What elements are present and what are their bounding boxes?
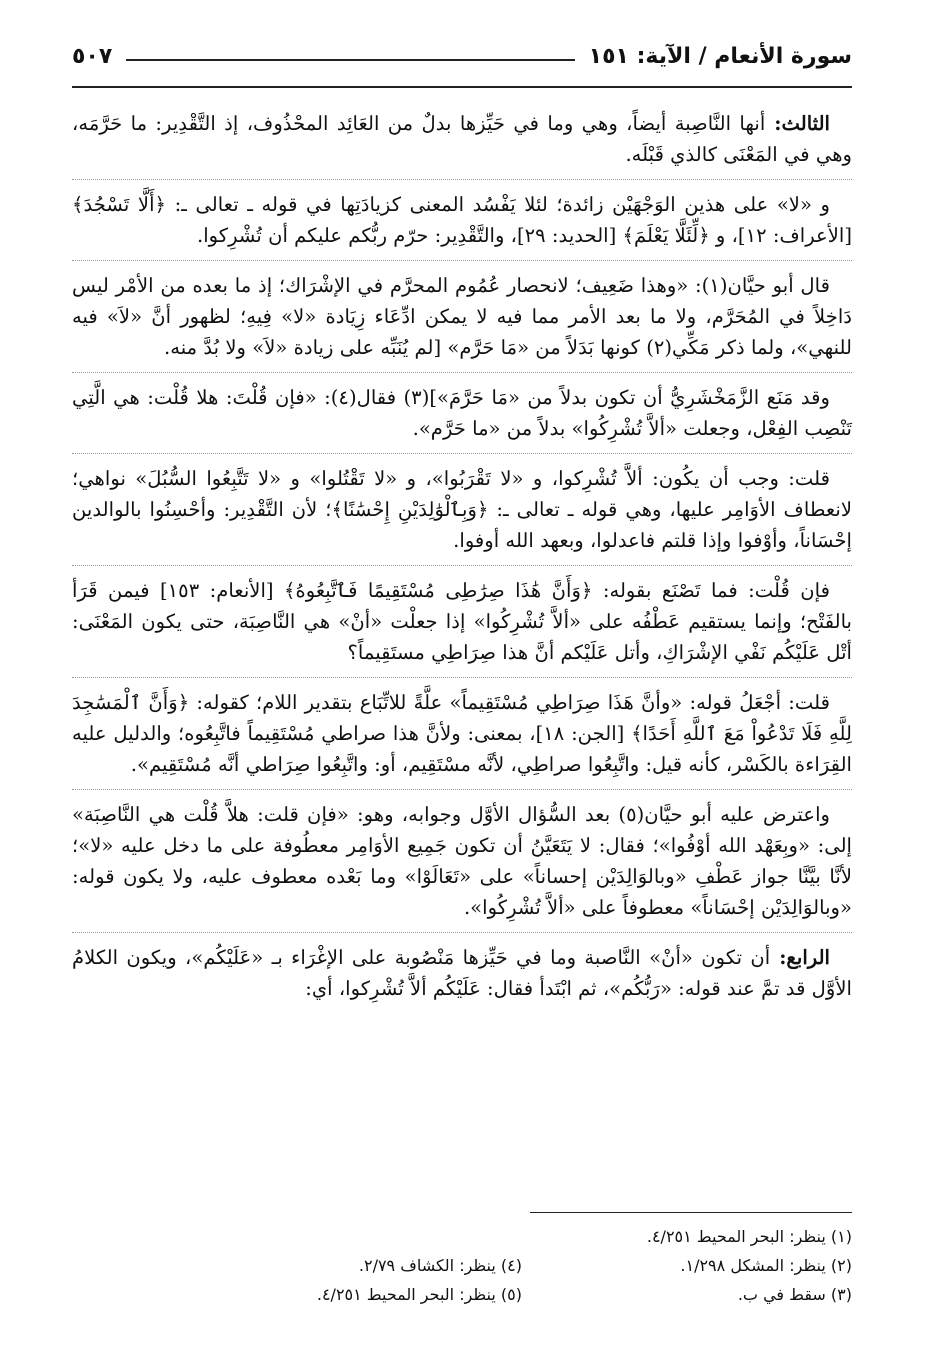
paragraph-text: أنها النَّاصِبة أيضاً، وهي وما في حَيِّزها بدلٌ من العَائِد المحْذُوف، إذ التَّقْدِير: ما حَرَّمَه، وهي في المَعْنَى كالذي قَبْلَه. [72,112,852,166]
paragraph [72,463,852,566]
footnote: (٣) سقط في ب. [737,1285,852,1304]
footnote-rule [530,1212,852,1213]
paragraph [72,270,852,373]
paragraph [72,687,852,790]
main-text [72,108,852,1013]
paragraph-lead: الثالث: [765,112,830,135]
paragraph-text: وقد مَنَع الزَّمَخْشَرِيُّ أن تكون بدلاً من «مَا حَرَّمَ»](٣) فقال(٤): «فإن قُلْتَ: هلا قُلْت: هي الَّتِي تَنْصِب الفِعْل، وجعلت «ألاَّ تُشْرِكُوا» بدلاً من «ما حَرَّم». [72,386,852,440]
surah-verse-title: سورة الأنعام / الآية: ١٥١ [588,43,852,69]
page-number: ٥٠٧ [72,43,113,69]
paragraph [72,942,852,1013]
paragraph-text: واعترض عليه أبو حيَّان(٥) بعد السُّؤال الأوَّل وجوابه، وهو: «فإن قلت: هلاَّ قُلْت هي النَّاصِبَة» إلى: «وبِعَهْد الله أوْفُوا»؛ فقال: لا يَتَعَيَّنُ أن تكون جَمِيع الأوَامِر معطُوفة على ما دخل عليه «لا»؛ لأنَّا بيَّنَّا جواز عَطْفِ «وبالوَالِدَيْن إحساناً» على «تَعَالَوْا» وما بَعْده معطوف عليه، ولا يكون قوله: «وبالوَالِدَيْن إحْسَاناً» معطوفاً على «ألاَّ تُشْرِكُوا». [72,803,852,919]
footnote: (١) ينظر: البحر المحيط ٤/٢٥١. [646,1227,852,1246]
footnote-row [180,1222,852,1251]
footnotes [180,1222,852,1309]
footnote: (٥) ينظر: البحر المحيط ٤/٢٥١. [316,1285,522,1304]
paragraph [72,799,852,933]
paragraph-text: قلت: أجْعَلُ قوله: «وأنَّ هَذَا صِرَاطِي مُسْتَقِيماً» علَّةً للاتِّبَاع بتقدير اللام؛ كقوله: ﴿وَأَنَّ ٱلْمَسَٰجِدَ لِلَّهِ فَلَا تَدْعُواْ مَعَ ٱللَّهِ أَحَدًا﴾ [الجن: ١٨]، بمعنى: ولأنَّ هذا صراطي مُسْتَقِيماً فاتَّبِعُوه؛ والدليل عليه القِرَاءة بالكَسْر، كأنه قيل: واتَّبِعُوا صراطِي، لأنَّه مسْتَقِيم، أو: واتَّبِعُوا صِرَاطي أنَّه مُسْتَقِيم». [72,691,852,776]
header-line [126,59,574,61]
paragraph [72,575,852,678]
paragraph-text: قال أبو حيَّان(١): «وهذا ضَعِيف؛ لانحصار عُمُوم المحرَّم في الإشْرَاك؛ إذ ما بعده من الأمْر ليس دَاخِلاً في المُحَرَّم، ولا ما بعد الأمر مما فيه لا يمكن ادِّعَاء زِيَادة «لا» فِيهِ؛ لظهور أنَّ «لاَ» فيه للنهي»، ولما ذكر مَكِّي(٢) كونها بَدَلاً من «مَا حَرَّم» [لم يُنَبِّه على زيادة «لاَ» ولا بُدَّ منه. [72,274,852,359]
paragraph-text: قلت: وجب أن يكُون: ألاَّ تُشْرِكوا، و «لا تَقْرَبُوا»، و «لا تَقْتُلوا» و «لا تَتَّبِعُوا السُّبُلَ» نواهي؛ لانعطاف الأوَامِر عليها، وهي قوله ـ تعالى ـ: ﴿وَبِٱلْوَٰلِدَيْنِ إِحْسَٰنًا﴾؛ لأن التَّقْدِير: وأحْسِنُوا بالوالدين إحْسَاناً، وأوْفوا وإذا قلتم فاعدلوا، وبعهد الله أوفوا. [72,467,852,552]
running-header [72,36,852,76]
header-rule [72,86,852,88]
paragraph-text: و «لا» على هذين الوَجْهَيْن زائدة؛ لئلا يَفْسُد المعنى كزيادَتِها في قوله ـ تعالى ـ: ﴿أَلَّا تَسْجُدَ﴾ [الأعراف: ١٢]، و ﴿لِّئَلَّا يَعْلَمَ﴾ [الحديد: ٢٩]، والتَّقْدِير: حرّم ربُّكم عليكم أن تُشْرِكوا. [72,193,852,247]
paragraph-text: أن تكون «أنْ» النَّاصبة وما في حَيِّزها مَنْصُوبة على الإغْرَاء بـ «عَلَيْكُم»، ويكون الكلامُ الأوَّل قد تمَّ عند قوله: «رَبُّكُم»، ثم ابْتَدأ فقال: عَلَيْكُم ألاَّ تُشْرِكوا، أي: [72,946,852,1000]
paragraph [72,189,852,261]
footnote-row [180,1251,852,1280]
footnote: (٢) ينظر: المشكل ١/٢٩٨. [680,1256,852,1275]
footnote-row [180,1280,852,1309]
paragraph-text: فإن قُلْت: فما تَصْنَع بقوله: ﴿وَأَنَّ هَٰذَا صِرَٰطِى مُسْتَقِيمًا فَٱتَّبِعُوهُ﴾ [الأنعام: ١٥٣] فيمن قَرَأ بالفَتْح؛ وإنما يستقيم عَطْفُه على «ألاَّ تُشْرِكُوا» إذا جعلْت «أنْ» هي النَّاصِبَة، حتى يكون المَعْنَى: أتْل عَلَيْكُم نَفْي الإشْرَاكِ، وأتل عَلَيْكم أنَّ هذا صِرَاطِي مستَقِيماً؟ [72,579,852,664]
paragraph [72,108,852,180]
paragraph-lead: الرابع: [770,946,830,969]
paragraph [72,382,852,454]
footnote: (٤) ينظر: الكشاف ٢/٧٩. [358,1256,522,1275]
